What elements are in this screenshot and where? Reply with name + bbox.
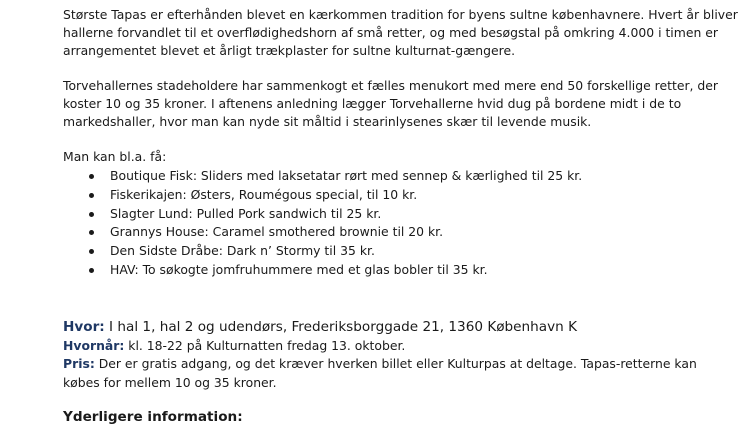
menu-intro: Man kan bl.a. få: — [63, 149, 167, 164]
bullet-icon — [89, 230, 94, 235]
bullet-icon — [89, 212, 94, 217]
menu-item-text: HAV: To søkogte jomfruhummere med et glas bobler til 35 kr. — [110, 261, 488, 277]
menu-list — [63, 167, 582, 280]
menu-item-text: Slagter Lund: Pulled Pork sandwich til 25 kr. — [110, 205, 382, 221]
bullet-icon — [89, 268, 94, 273]
list-item — [63, 242, 582, 261]
bullet-icon — [89, 193, 94, 198]
when-value: kl. 18-22 på Kulturnatten fredag 13. oktober. — [128, 338, 406, 353]
stall-paragraph: Torvehallernes stadeholdere har sammenkogt et fælles menukort med mere end 50 forskellige retter, der koster 10 og 35 kroner. I aftenens anledning lægger Torvehallerne hvid dug på bordene midt i de to markedshaller, hvor man kan nyde sit måltid i stearinlysenes skær til levende musik. — [63, 78, 719, 129]
where-label: Hvor: — [63, 319, 105, 335]
menu-item-text: Fiskerikajen: Østers, Roumégous special, til 10 kr. — [110, 186, 418, 202]
info-when — [63, 337, 733, 355]
list-item — [63, 223, 582, 242]
menu-item-text: Den Sidste Dråbe: Dark n’ Stormy til 35 kr. — [110, 243, 375, 259]
list-item — [63, 205, 582, 224]
event-info — [63, 318, 733, 392]
more-info-heading: Yderligere information: — [63, 409, 243, 425]
when-label: Hvornår: — [63, 338, 125, 353]
list-item — [63, 167, 582, 186]
list-item — [63, 261, 582, 280]
intro-paragraph: Største Tapas er efterhånden blevet en kærkommen tradition for byens sultne københavnere. Hvert år bliver hallerne forvandlet til et overflødighedshorn af små retter, og med besøgstal på omkring 4.000 i timen er arrangementet blevet et årligt trækplaster for sultne kulturnat-gængere. — [63, 7, 738, 58]
bullet-icon — [89, 174, 94, 179]
bullet-icon — [89, 249, 94, 254]
where-value: I hal 1, hal 2 og udendørs, Frederiksborggade 21, 1360 København K — [109, 319, 578, 335]
price-label: Pris: — [63, 356, 95, 372]
info-price — [63, 355, 733, 392]
info-where — [63, 318, 733, 337]
menu-item-text: Grannys House: Caramel smothered brownie til 20 kr. — [110, 224, 444, 240]
menu-item-text: Boutique Fisk: Sliders med laksetatar rørt med sennep & kærlighed til 25 kr. — [110, 168, 583, 183]
list-item — [63, 186, 582, 205]
price-value: Der er gratis adgang, og det kræver hverken billet eller Kulturpas at deltage. Tapas-retterne kan købes for mellem 10 og 35 kroner. — [63, 356, 697, 390]
